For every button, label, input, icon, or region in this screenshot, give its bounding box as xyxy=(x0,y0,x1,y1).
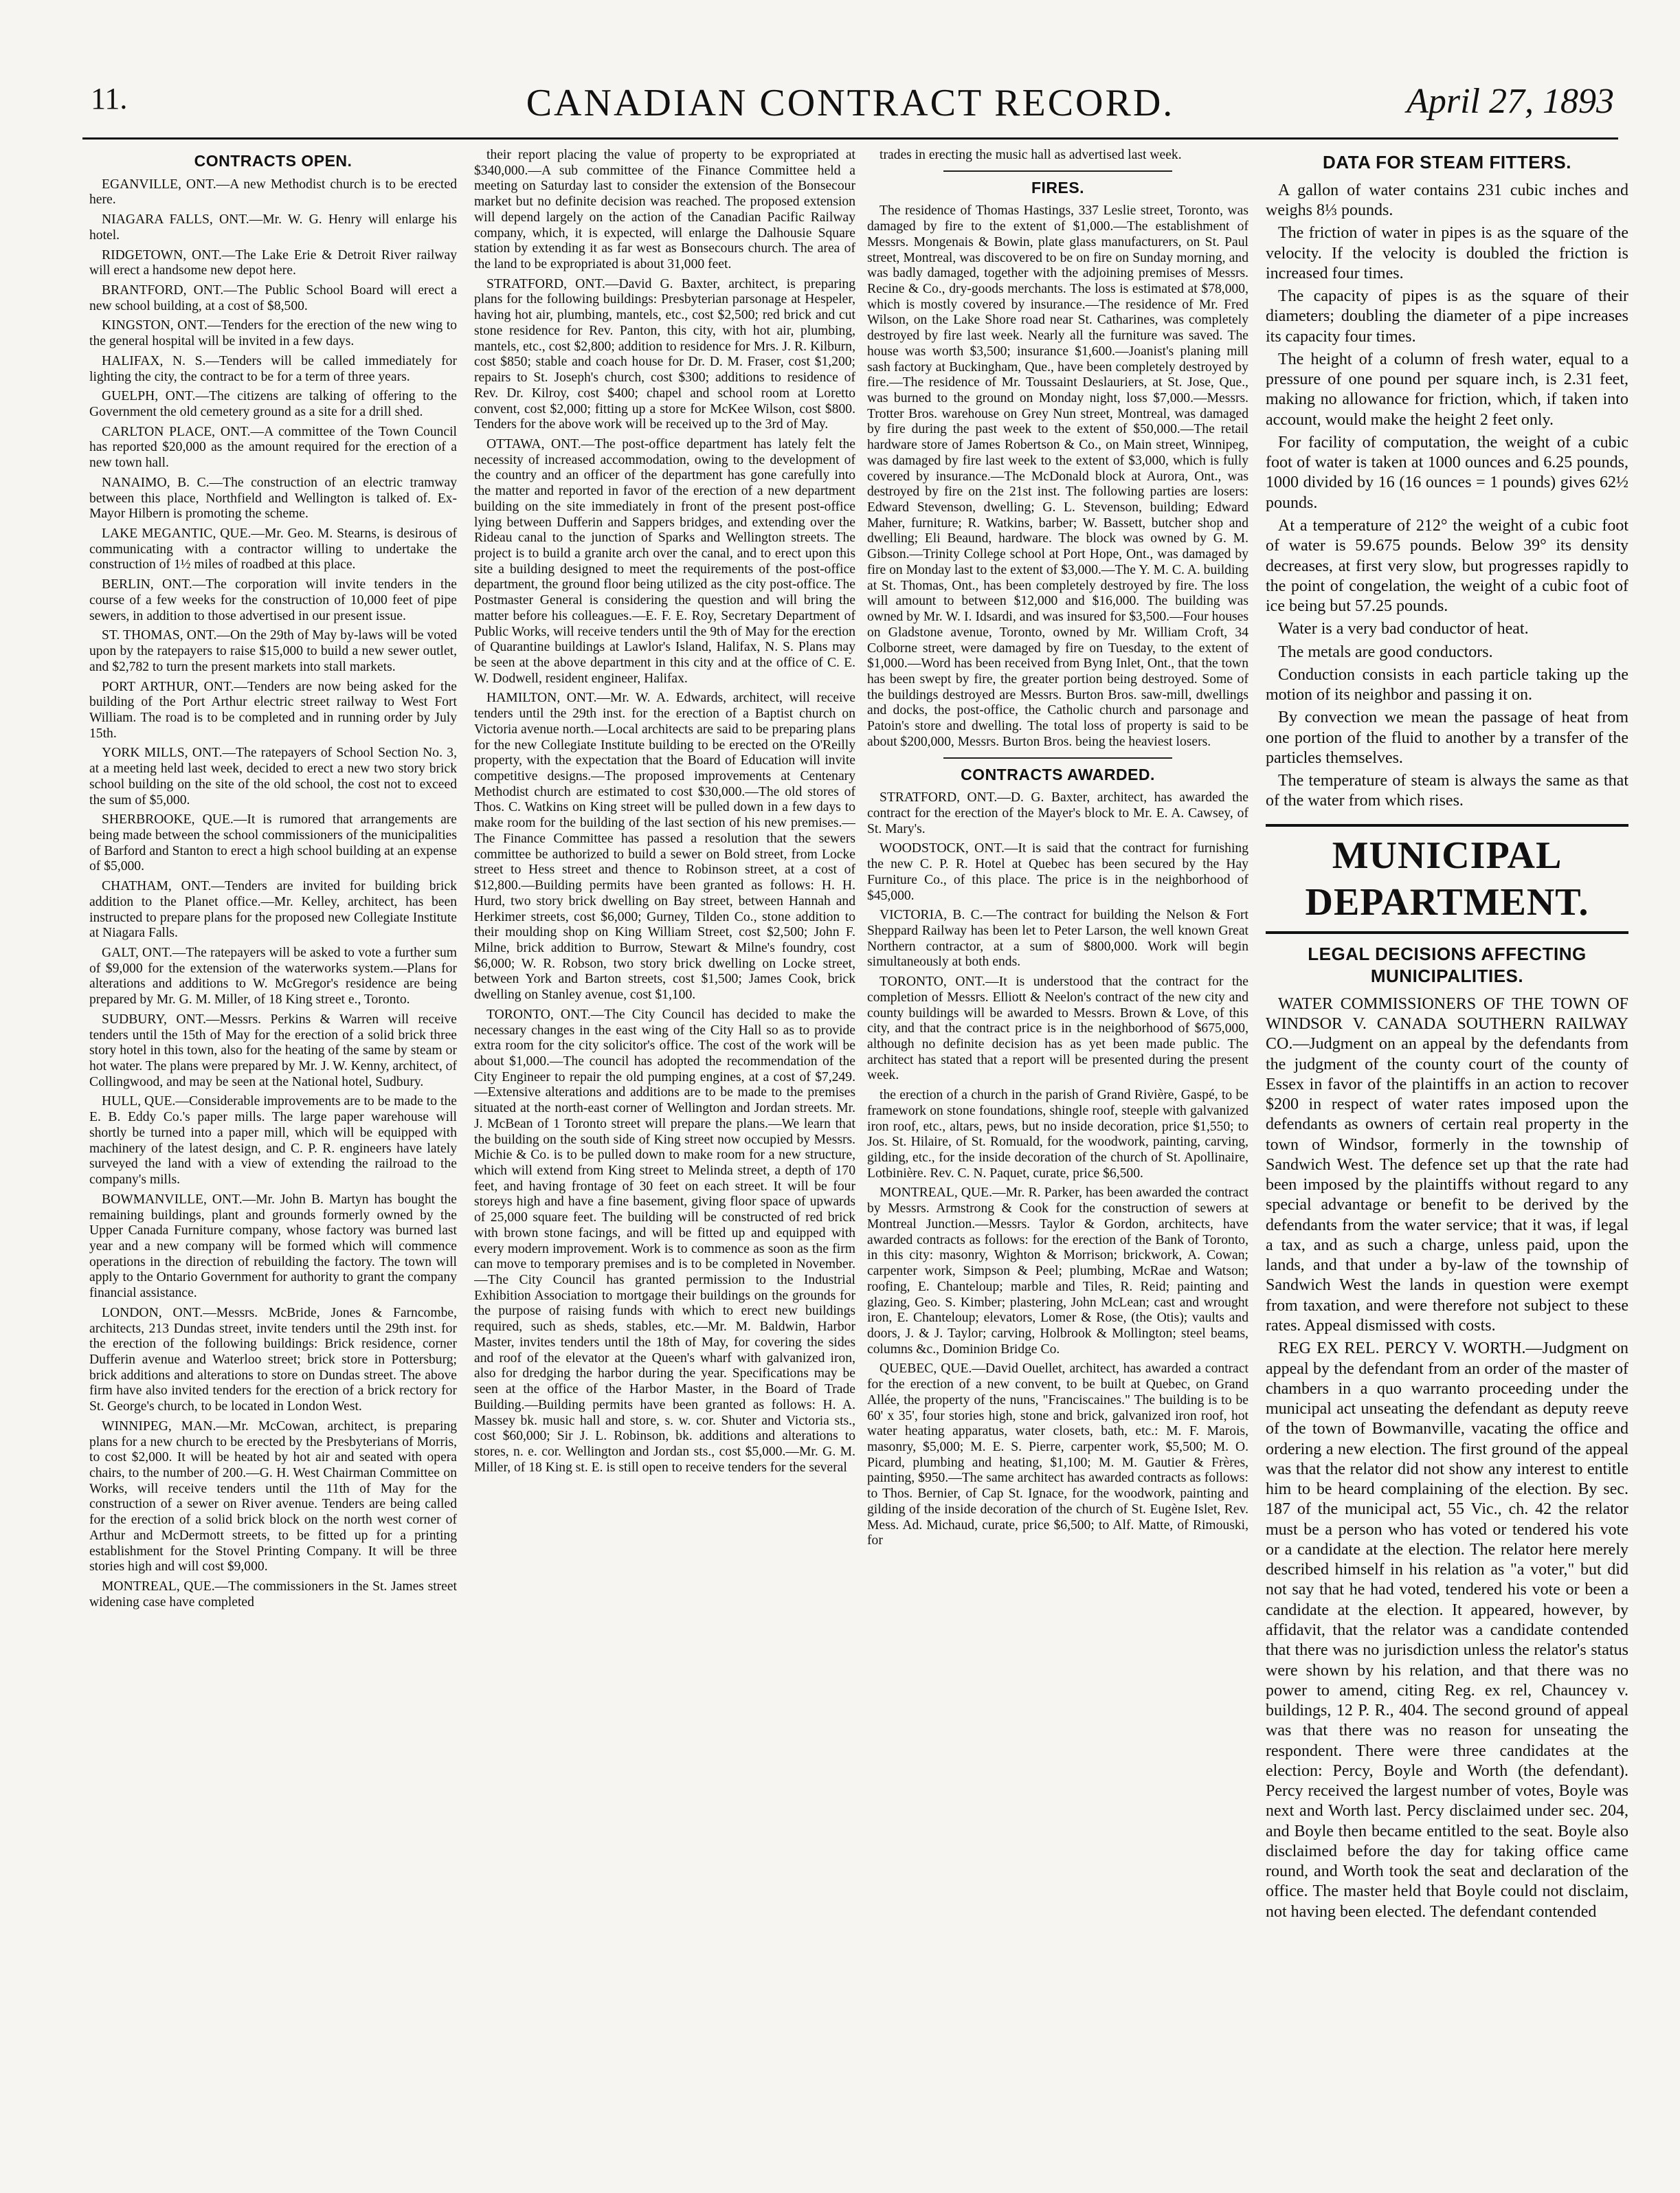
article-paragraph: ST. THOMAS, ONT.—On the 29th of May by-laws will be voted upon by the ratepayers to raise $15,000 to build a new sewer outlet, and $2,782 to turn the present markets into stall markets. xyxy=(89,628,457,674)
article-paragraph: Water is a very bad conductor of heat. xyxy=(1278,620,1529,638)
article-paragraph: The residence of Thomas Hastings, 337 Leslie street, Toronto, was damaged by fire to the extent of $1,000.—The establishment of Messrs. Mongenais & Bowin, plate glass manufacturers, on St. Paul street, Montreal, was discovered to be on fire on Sunday morning, and was badly damaged, together with the adjoining premises of Messrs. Recine & Co., dry-goods merchants. The loss is estimated at $78,000, which is mostly covered by insurance.—The residence of Mr. Fred Wilson, on the Lake Shore road near St. Catharines, was completely destroyed by fire last week. Nearly all the furniture was saved. The house was worth $3,500; insurance $1,600.—Joanist's planing mill sash factory at Buckingham, Que., have been completely destroyed by fire.—The residence of Mr. Toussaint Deslauriers, at St. Jose, Que., was burned to the ground on Monday night, loss $7,000.—Messrs. Trotter Bros. warehouse on Grey Nun street, Montreal, was damaged by fire during the past week to the extent of $50,000.—The retail hardware store of James Robertson & Co., on Main street, Winnipeg, was damaged by fire last week to the extent of $3,000, which is fully covered by insurance.—The McDonald block at Aurora, Ont., was destroyed by fire on the 21st inst. The following parties are losers: Edward Stevenson, dwelling; G. L. Stevenson, building; Edward Maher, furniture; R. Watkins, barber; W. Bassett, butcher shop and dwelling; Eli Beaund, hardware. The block was owned by G. M. Gibson.—Trinity College school at Port Hope, Ont., was damaged by fire on Monday last to the extent of $3,000.—The Y. M. C. A. building at St. Thomas, Ont., has been completely destroyed by fire. The loss will amount to between $12,000 and $16,000. The building was owned by Mr. W. I. Idsardi, and was insured for $3,500.—Four houses on Gladstone avenue, Toronto, owned by Mr. William Croft, 34 Colborne street, were damaged by fire on Tuesday, to the extent of $1,000.—Word has been received from Byng Inlet, Ont., that the town has been swept by fire, the greater portion being destroyed. Some of the buildings destroyed are Messrs. Burton Bros. saw-mill, dwellings and docks, the post-office, the Catholic church and parsonage and Patoin's store and dwelling. The total loss of property is said to be about $200,000, Messrs. Burton Bros. being the heaviest losers. xyxy=(867,203,1248,749)
article-paragraph: VICTORIA, B. C.—The contract for building the Nelson & Fort Sheppard Railway has been let to Peter Larson, the well known Great Northern contractor, at a sum of $800,000. Work will begin simultaneously at both ends. xyxy=(867,908,1248,970)
contracts-open-list xyxy=(89,177,457,1611)
steam-fitters-heading: DATA FOR STEAM FITTERS. xyxy=(1323,152,1571,172)
article-paragraph: The temperature of steam is always the same as that of the water from which rises. xyxy=(1266,772,1628,810)
column-4 xyxy=(1266,148,1628,2161)
column-3-intro: trades in erecting the music hall as advertised last week. xyxy=(880,148,1182,162)
article-paragraph: BRANTFORD, ONT.—The Public School Board will erect a new school building, at a cost of $8,500. xyxy=(89,282,457,313)
article-paragraph: BOWMANVILLE, ONT.—Mr. John B. Martyn has bought the remaining buildings, plant and grounds formerly owned by the Upper Canada Furniture company, whose factory was burned last year and a new company will be formed which will commence operations in the direction of rebuilding the factory. The town will apply to the Ontario Government for authority to grant the company financial assistance. xyxy=(89,1192,457,1301)
article-paragraph: HULL, QUE.—Considerable improvements are to be made to the E. B. Eddy Co.'s paper mills. The large paper warehouse will shortly be turned into a paper mill, which will be equipped with machinery of the latest design, and C. P. R. engineers have lately surveyed the land with a view of extending the railroad to the company's mills. xyxy=(89,1094,457,1188)
article-paragraph: LONDON, ONT.—Messrs. McBride, Jones & Farncombe, architects, 213 Dundas street, invite tenders until the 29th inst. for the erection of the following buildings: Brick residence, corner Dufferin avenue and Waterloo street; brick store in Pottersburg; brick additions and alterations to store on Dundas street. The above firm have also invited tenders for the erection of a brick rectory for St. George's church, to be located in London West. xyxy=(89,1305,457,1414)
municipal-department-banner: MUNICIPAL DEPARTMENT. xyxy=(1266,824,1628,935)
article-paragraph: GALT, ONT.—The ratepayers will be asked to vote a further sum of $9,000 for the extension of the waterworks system.—Plans for alterations and additions to W. McGregor's residence are being prepared by Mr. G. M. Miller, of 18 King street e., Toronto. xyxy=(89,946,457,1008)
contracts-open-continued xyxy=(474,148,855,1476)
article-paragraph: WINNIPEG, MAN.—Mr. McCowan, architect, is preparing plans for a new church to be erected by the Presbyterians of Morris, to cost $2,000. It will be heated by hot air and seated with opera chairs, to the number of 200.—G. H. West Chairman Committee on Works, will receive tenders until the 11th of May for the construction of a sewer on River avenue. Tenders are being called for the erection of a solid brick block on the north west corner of Arthur and McDermott streets, to be fitted up for a printing establishment for the Stovel Printing Company. It will be three stories high and will cost $9,000. xyxy=(89,1418,457,1574)
legal-decisions-list xyxy=(1266,994,1628,1922)
fires-heading: FIRES. xyxy=(1031,178,1085,197)
page-number: 11. xyxy=(91,82,128,115)
article-paragraph: KINGSTON, ONT.—Tenders for the erection of the new wing to the general hospital will be invited in a few days. xyxy=(89,318,457,349)
article-paragraph: PORT ARTHUR, ONT.—Tenders are now being asked for the building of the Port Arthur electric street railway to West Fort William. The road is to be completed and in running order by July 15th. xyxy=(89,679,457,741)
article-paragraph: REG EX REL. PERCY V. WORTH.—Judgment on appeal by the defendant from an order of the master of chambers in a quo warranto proceeding under the municipal act unseating the defendant as deputy reeve of the town of Bowmanville, vacating the office and ordering a new election. The first ground of the appeal was that the relator did not show any interest to entitle him to be heard complaining of the election. By sec. 187 of the municipal act, 55 Vic., ch. 42 the relator must be a person who has voted or tendered his vote or a candidate at the election. The relator here merely described himself in his relation as "a voter," but did not say that he had voted, tendered his vote or been a candidate at the election. It appeared, however, by affidavit, that the relator was a candidate contended that there was no jurisdiction unless the relator's status were shown by his relation, and that there was no power to amend, citing Reg. ex rel, Chauncey v. buildings, 12 P. R., 404. The second ground of appeal was that there was no reason for unseating the respondent. There were three candidates at the election: Percy, Boyle and Worth (the defendant). Percy received the largest number of votes, Boyle was next and Worth last. Percy disclaimed under sec. 204, and Boyle then became entitled to the seat. Boyle also disclaimed before the day for taking office came round, and Worth took the seat and declaration of the office. The master held that Boyle could not disclaim, not having been elected. The defendant contended xyxy=(1266,1339,1628,1921)
article-paragraph: HALIFAX, N. S.—Tenders will be called immediately for lighting the city, the contract to be for a term of three years. xyxy=(89,353,457,384)
article-paragraph: SHERBROOKE, QUE.—It is rumored that arrangements are being made between the school commissioners of the municipalities of Barford and Stanton to erect a high school building at an expense of $5,000. xyxy=(89,812,457,874)
legal-decisions-heading: LEGAL DECISIONS AFFECTING MUNICIPALITIES. xyxy=(1308,944,1587,987)
article-paragraph: the erection of a church in the parish of Grand Rivière, Gaspé, to be framework on stone foundations, shingle roof, steeple with galvanized iron roof, etc., altars, pews, but no inside decoration, price $1,550; to Jos. St. Hilaire, of St. Romuald, for the woodwork, painting, carving, gilding, etc., for the inside decoration of the church of St. Apollinaire, Lotbinière. Rev. C. N. Paquet, curate, price $6,500. xyxy=(867,1088,1248,1181)
article-paragraph: SUDBURY, ONT.—Messrs. Perkins & Warren will receive tenders until the 15th of May for the erection of a solid brick three story hotel in this town, also for the heating of the same by steam or hot water. The plans were prepared by Mr. J. W. Kenny, architect, of Collingwood, and may be seen at the National hotel, Sudbury. xyxy=(89,1012,457,1089)
contracts-open-heading: CONTRACTS OPEN. xyxy=(194,152,352,170)
article-paragraph: their report placing the value of property to be expropriated at $340,000.—A sub committee of the Finance Committee held a meeting on Saturday last to consider the extension of the Bonsecour market but no definite decision was reached. The proposed extension will depend largely on the action of the Canadian Pacific Railway company, which, it is expected, will enlarge the Dalhousie Square station by extending it as far west as Bonsecours church. The area of the land to be expropriated is about 31,000 feet. xyxy=(474,148,855,272)
article-paragraph: GUELPH, ONT.—The citizens are talking of offering to the Government the old cemetery ground as a site for a drill shed. xyxy=(89,389,457,420)
article-paragraph: The height of a column of fresh water, equal to a pressure of one pound per square inch, is 2.31 feet, making no allowance for friction, which, if taken into account, would make the height 2 feet only. xyxy=(1266,350,1628,429)
article-paragraph: At a temperature of 212° the weight of a cubic foot of water is 59.675 pounds. Below 39° its density decreases, at first very slow, but progresses rapidly to the point of congelation, the weight of a cubic foot of ice being but 57.25 pounds. xyxy=(1266,516,1628,616)
column-2 xyxy=(474,148,855,2161)
fires-list xyxy=(867,203,1248,750)
article-paragraph: EGANVILLE, ONT.—A new Methodist church is to be erected here. xyxy=(89,177,457,208)
article-paragraph: The friction of water in pipes is as the square of the velocity. If the velocity is doubled the friction is increased four times. xyxy=(1266,224,1628,282)
masthead xyxy=(82,76,1618,140)
article-paragraph: Conduction consists in each particle taking up the motion of its neighbor and passing it on. xyxy=(1266,665,1628,704)
article-paragraph: MONTREAL, QUE.—Mr. R. Parker, has been awarded the contract by Messrs. Armstrong & Cook for the construction of sewers at Montreal Junction.—Messrs. Taylor & Gordon, architects, have awarded contracts as follows: for the erection of the Bank of Toronto, in this city: masonry, Wighton & Morrison; brickwork, A. Cowan; carpenter work, Simpson & Peel; plumbing, McRae and Watson; roofing, E. Chanteloup; marble and Tiles, R. Reid; painting and glazing, Geo. S. Kimber; plastering, John McLean; cast and wrought iron, E. Chanteloup; elevators, Lomer & Rose, (the Otis); vaults and doors, J. & J. Taylor; carving, Holbrook & Mollington; steel beams, columns &c., Dominion Bridge Co. xyxy=(867,1185,1248,1357)
column-3 xyxy=(867,148,1248,2161)
article-paragraph: YORK MILLS, ONT.—The ratepayers of School Section No. 3, at a meeting held last week, decided to erect a new two story brick school building on the site of the old school, the cost not to exceed the sum of $5,000. xyxy=(89,746,457,808)
article-paragraph: NIAGARA FALLS, ONT.—Mr. W. G. Henry will enlarge his hotel. xyxy=(89,212,457,243)
article-paragraph: The capacity of pipes is as the square of their diameters; doubling the diameter of a pipe increases its capacity four times. xyxy=(1266,287,1628,346)
article-paragraph: OTTAWA, ONT.—The post-office department has lately felt the necessity of increased accommodation, owing to the development of the country and an officer of the department has gone carefully into the matter and reported in favor of the erection of a new department building on the site immediately in front of the present post-office lying between Dufferin and Sappers bridges, and extending over the Rideau canal to the junction of Sparks and Wellington streets. The project is to build a granite arch over the canal, and to erect upon this site a building designed to meet the requirements of the post-office department, the ground floor being utilized as the city post-office. The Postmaster General is considering the question and will bring the matter before his colleagues.—E. F. E. Roy, Secretary Department of Public Works, will receive tenders until the 9th of May for the erection of Quarantine buildings at Lawlor's Island, Halifax, N. S. Plans may be seen at the above department in this city and at the office of C. E. W. Dodwell, resident engineer, Halifax. xyxy=(474,436,855,686)
article-paragraph: TORONTO, ONT.—The City Council has decided to make the necessary changes in the east wing of the City Hall so as to provide extra room for the city solicitor's office. The cost of the work will be about $1,000.—The council has adopted the recommendation of the City Engineer to repair the old pumping engines, at a cost of $7,249.—Extensive alterations and additions are to be made to the premises situated at the north-east corner of Wellington and Jordan streets. Mr. J. McBean of 1 Toronto street will prepare the plans.—We learn that the building on the south side of King street now occupied by Messrs. Michie & Co. is to be pulled down to make room for a new structure, which will extend from King street to Melinda street, a depth of 170 feet, and having frontage of 30 feet on each street. It will be four storeys high and have a fine basement, giving floor space of upwards of 25,000 square feet. The building will be constructed of red brick with brown stone facings, and will be fitted up and equipped with every modern improvement. Work is to commence as soon as the firm can move to temporary premises and is to be completed in November.—The City Council has granted permission to the Industrial Exhibition Association to mortgage their buildings on the grounds for the purpose of raising funds with which to erect new buildings required, such as sheds, stables, etc.—Mr. M. Baldwin, Harbor Master, invites tenders until the 18th of May, for covering the sides and roof of the elevator at the Queen's wharf with galvanized iron, also for dredging the harbor during the year. Specifications may be seen at the office of the Harbor Master, in the Board of Trade Building.—Building permits have been granted as follows: H. A. Massey bk. music hall and store, s. w. cor. Shuter and Victoria sts., cost $60,000; Sir J. L. Robinson, bk. additions and alterations to stores, n. e. cor. Wellington and Jordan sts., cost $5,000.—Mr. G. M. Miller, of 18 King st. E. is still open to receive tenders for the several xyxy=(474,1007,855,1475)
divider xyxy=(943,757,1172,759)
article-paragraph: STRATFORD, ONT.—D. G. Baxter, architect, has awarded the contract for the erection of the Mayer's block to Mr. E. A. Cawsey, of St. Mary's. xyxy=(867,790,1248,836)
article-paragraph: TORONTO, ONT.—It is understood that the contract for the completion of Messrs. Elliott & Neelon's contract of the new city and county buildings will be awarded to Messrs. Brown & Love, of this city, and that the contract price is in the neighborhood of $675,000, although no definite decision has as yet been made public. The architect has stated that a report will be presented during the present week. xyxy=(867,975,1248,1083)
publication-title: CANADIAN CONTRACT RECORD. xyxy=(526,82,1175,124)
article-paragraph: The metals are good conductors. xyxy=(1278,643,1493,661)
issue-date: April 27, 1893 xyxy=(1407,82,1614,121)
divider xyxy=(943,170,1172,172)
steam-fitters-list xyxy=(1266,181,1628,812)
article-paragraph: LAKE MEGANTIC, QUE.—Mr. Geo. M. Stearns, is desirous of communicating with a contractor willing to undertake the construction of 1½ miles of roadbed at this place. xyxy=(89,526,457,572)
article-paragraph: RIDGETOWN, ONT.—The Lake Erie & Detroit River railway will erect a handsome new depot here. xyxy=(89,247,457,278)
article-paragraph: WOODSTOCK, ONT.—It is said that the contract for furnishing the new C. P. R. Hotel at Quebec has been secured by the Hay Furniture Co., of this place. The price is in the neighborhood of $45,000. xyxy=(867,841,1248,903)
article-paragraph: By convection we mean the passage of heat from one portion of the fluid to another by a transfer of the particles themselves. xyxy=(1266,709,1628,767)
article-paragraph: MONTREAL, QUE.—The commissioners in the St. James street widening case have completed xyxy=(89,1579,457,1610)
article-paragraph: BERLIN, ONT.—The corporation will invite tenders in the course of a few weeks for the construction of 10,000 feet of pipe sewers, in addition to those advertised in our present issue. xyxy=(89,577,457,623)
contracts-awarded-list xyxy=(867,790,1248,1549)
article-paragraph: NANAIMO, B. C.—The construction of an electric tramway between this place, Northfield and Wellington is talked of. Ex-Mayor Hilbern is promoting the scheme. xyxy=(89,475,457,522)
article-paragraph: HAMILTON, ONT.—Mr. W. A. Edwards, architect, will receive tenders until the 29th inst. for the erection of a Baptist church on Victoria avenue north.—Local architects are said to be preparing plans for the new Collegiate Institute building to be erected on the O'Reilly property, with the expectation that the Board of Education will invite competitive designs.—The proposed improvements at Centenary Methodist church are estimated to cost $30,000.—The old stores of Thos. C. Watkins on King street will be pulled down in a few days to make room for the building of the last section of his new premises.—The Finance Committee has passed a resolution that the sewers committee be authorized to build a sewer on Bold street, from Locke street to Hess street and thence to Robinson street, at a cost of $12,800.—Building permits have been granted as follows: H. H. Hurd, two story brick dwelling on Bay street, between Hannah and Herkimer streets, cost $6,000; Gurney, Tilden Co., stone addition to their moulding shop on King William Street, cost $2,500; John F. Milne, brick addition to Burrow, Stewart & Milne's foundry, cost $6,000; W. R. Robson, two story brick dwelling on Locke street, between York and Barton streets, cost $1,500; James Cook, brick dwelling on Stanley avenue, cost $1,100. xyxy=(474,691,855,1003)
contracts-awarded-heading: CONTRACTS AWARDED. xyxy=(961,765,1155,783)
article-paragraph: STRATFORD, ONT.—David G. Baxter, architect, is preparing plans for the following buildings: Presbyterian parsonage at Hespeler, having hot air, plumbing, mantels, etc., cost $2,500; red brick and cut stone residence for Rev. Panton, this city, with hot air, plumbing, mantels, etc., cost $2,800; addition to residence for Mrs. J. R. Kilburn, cost $850; stable and coach house for Dr. D. M. Fraser, cost $1,200; repairs to St. Joseph's church, cost $300; additions to residence of Rev. Dr. Kilroy, cost $400; chapel and school room at Loretto convent, cost $2,000; fitting up a store for McKee Wilson, cost $800. Tenders for the above work will be received up to the 3rd of May. xyxy=(474,276,855,432)
article-paragraph: A gallon of water contains 231 cubic inches and weighs 8⅓ pounds. xyxy=(1266,181,1628,219)
article-paragraph: QUEBEC, QUE.—David Ouellet, architect, has awarded a contract for the erection of a new convent, to be built at Quebec, on Grand Allée, the property of the nuns, "Franciscaines." The building is to be 60' x 35', four stories high, stone and brick, galvanized iron roof, hot water heating apparatus, water closets, bath, etc.: M. F. Marois, masonry, $5,000; M. E. S. Pierre, carpenter work, $5,500; M. O. Picard, plumbing and heating, $1,100; M. M. Gautier & Frères, painting, $950.—The same architect has awarded contracts as follows: to Thos. Bernier, of Cap St. Ignace, for the woodwork, painting and gilding of the inside decoration of the church of St. Eugène Islet, Rev. Mess. Ad. Michaud, curate, price $6,500; to Alf. Matte, of Rimouski, for xyxy=(867,1361,1248,1548)
article-paragraph: For facility of computation, the weight of a cubic foot of water is taken at 1000 ounces and 6.25 pounds, 1000 divided by 16 (16 ounces = 1 pounds) gives 62½ pounds. xyxy=(1266,433,1628,512)
article-paragraph: WATER COMMISSIONERS OF THE TOWN OF WINDSOR V. CANADA SOUTHERN RAILWAY CO.—Judgment on an appeal by the defendants from the judgment of the county court of the county of Essex in favor of the plaintiffs in an action to recover $200 in respect of water rates imposed upon the defendants as owners of certain real property in the town of Windsor, formerly in the township of Sandwich West. The defence set up that the rate had been imposed by the plaintiffs without regard to any special advantage or benefit to be derived by the defendants from the water service; that it was, if legal a tax, and as such a charge, unless paid, upon the lands, and that under a by-law of the township of Sandwich West the lands in question were exempt from taxation, and were therefore not subject to these rates. Appeal dismissed with costs. xyxy=(1266,994,1628,1335)
article-paragraph: CARLTON PLACE, ONT.—A committee of the Town Council has reported $20,000 as the amount required for the erection of a new town hall. xyxy=(89,424,457,471)
article-paragraph: CHATHAM, ONT.—Tenders are invited for building brick addition to the Planet office.—Mr. Kelley, architect, has been instructed to prepare plans for the proposed new Collegiate Institute at Niagara Falls. xyxy=(89,879,457,941)
column-1 xyxy=(89,148,457,2161)
